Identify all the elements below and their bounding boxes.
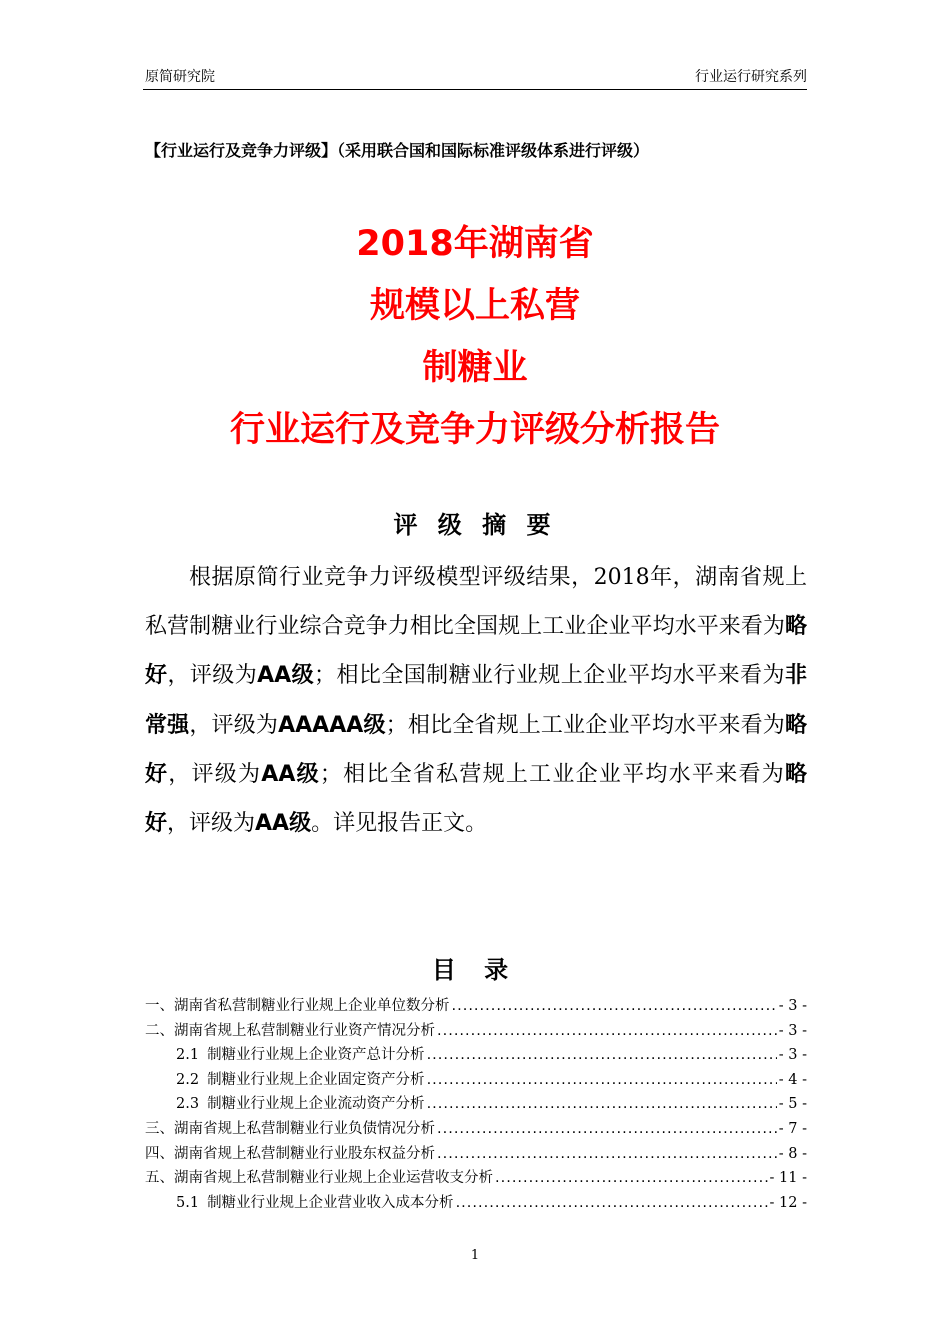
toc-leader-dots	[437, 1121, 777, 1137]
toc-entry-title: 五、湖南省规上私营制糖业行业规上企业运营收支分析	[145, 1170, 493, 1187]
summary-text: ；相比全省私营规上工业企业平均水平来看为	[319, 761, 785, 787]
toc-leader-dots	[456, 1195, 768, 1211]
toc-entry[interactable]	[145, 1019, 807, 1044]
toc-heading: 目 录	[431, 956, 519, 984]
toc-entry[interactable]	[145, 994, 807, 1019]
report-subtitle: 【行业运行及竞争力评级】（采用联合国和国际标准评级体系进行评级）	[145, 141, 650, 160]
toc-entry[interactable]	[145, 1092, 807, 1117]
rating-highlight: AA级	[255, 811, 312, 837]
rating-highlight: AA级	[257, 663, 315, 689]
rating-highlight: AA级	[261, 761, 320, 787]
toc-entry[interactable]	[145, 1043, 807, 1068]
toc-entry[interactable]	[145, 1142, 807, 1167]
title-line: 规模以上私营	[369, 286, 580, 326]
toc-leader-dots	[437, 1146, 777, 1162]
toc-entry[interactable]	[145, 1166, 807, 1191]
summary-text: 根据原简行业竞争力评级模型评级结果，2018年，湖南省规上私营制糖业行业综合竞争力相比全国规上工业企业平均水平来看为	[145, 565, 807, 640]
toc-entry-page: - 3 -	[778, 1022, 807, 1039]
toc-entry-title: 制糖业行业规上企业营业收入成本分析	[207, 1194, 454, 1211]
toc-entry-page: - 8 -	[778, 1145, 807, 1162]
header-org-name: 原简研究院	[145, 69, 215, 85]
toc-entry-title: 制糖业行业规上企业流动资产分析	[207, 1096, 425, 1113]
toc-entry-title: 二、湖南省规上私营制糖业行业资产情况分析	[145, 1022, 435, 1039]
rating-highlight: 略好	[145, 761, 807, 837]
toc-entry-number: 2.3	[176, 1096, 200, 1113]
toc-entry-title: 制糖业行业规上企业固定资产分析	[207, 1071, 425, 1088]
toc-entry-page: - 3 -	[778, 998, 807, 1014]
toc-leader-dots	[495, 1170, 768, 1186]
toc-entry-page: - 11 -	[769, 1170, 807, 1187]
title-line: 2018年湖南省	[356, 224, 594, 264]
summary-text: 。详见报告正文。	[311, 811, 488, 837]
toc-entry-page: - 5 -	[778, 1096, 807, 1113]
header-divider	[143, 89, 807, 90]
header-series-name: 行业运行研究系列	[695, 69, 807, 85]
toc-entry-title: 一、湖南省私营制糖业行业规上企业单位数分析	[145, 998, 450, 1014]
summary-paragraph	[145, 553, 807, 848]
summary-text: ，评级为	[167, 811, 256, 837]
toc-entry-page: - 4 -	[778, 1071, 807, 1088]
table-of-contents	[145, 994, 807, 1215]
summary-text: ，评级为	[167, 663, 258, 689]
toc-leader-dots	[427, 1096, 777, 1112]
rating-highlight: 略好	[145, 614, 807, 689]
toc-entry[interactable]	[145, 1191, 807, 1216]
toc-leader-dots	[452, 998, 777, 1014]
rating-highlight: 略好	[145, 712, 807, 787]
toc-entry-page: - 3 -	[778, 1047, 807, 1064]
toc-entry-number: 5.1	[176, 1194, 200, 1211]
summary-text: ，评级为	[189, 712, 279, 738]
summary-text: ；相比全省规上工业企业平均水平来看为	[385, 712, 785, 738]
toc-entry-title: 制糖业行业规上企业资产总计分析	[207, 1047, 425, 1064]
rating-highlight: 非常强	[145, 663, 807, 738]
summary-heading: 评 级 摘 要	[393, 511, 557, 539]
toc-leader-dots	[427, 1072, 777, 1088]
toc-entry[interactable]	[145, 1117, 807, 1142]
page-number: 1	[470, 1248, 480, 1263]
title-line: 制糖业	[422, 348, 528, 388]
summary-text: ；相比全国制糖业行业规上企业平均水平来看为	[314, 663, 785, 689]
summary-text: ，评级为	[168, 761, 262, 787]
toc-leader-dots	[437, 1023, 777, 1039]
toc-leader-dots	[427, 1047, 777, 1063]
toc-entry-number: 2.2	[176, 1071, 200, 1088]
toc-entry-title: 三、湖南省规上私营制糖业行业负债情况分析	[145, 1120, 435, 1137]
rating-highlight: AAAAA级	[278, 712, 386, 738]
toc-entry[interactable]	[145, 1068, 807, 1093]
toc-entry-page: - 7 -	[778, 1120, 807, 1137]
toc-entry-number: 2.1	[176, 1047, 200, 1064]
report-title	[0, 213, 950, 461]
title-line: 行业运行及竞争力评级分析报告	[229, 410, 720, 450]
toc-entry-page: - 12 -	[769, 1194, 807, 1211]
toc-entry-title: 四、湖南省规上私营制糖业行业股东权益分析	[145, 1145, 435, 1162]
